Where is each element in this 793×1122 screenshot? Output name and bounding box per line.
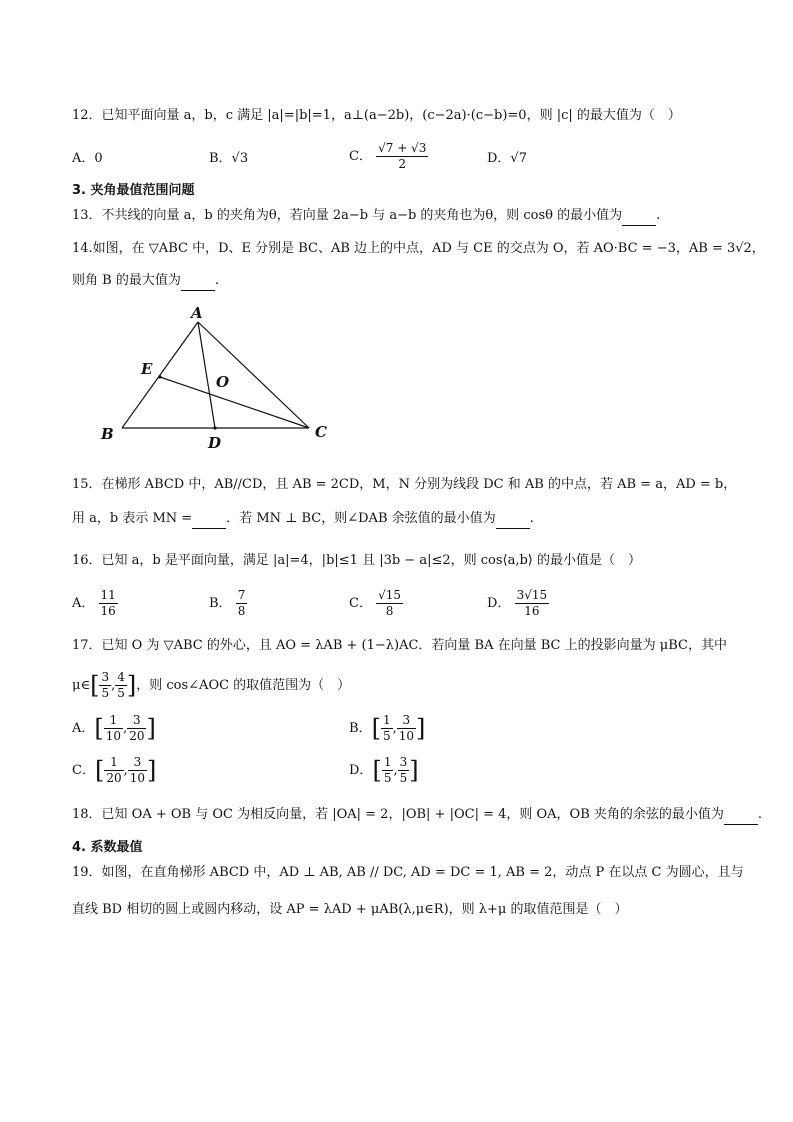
q15-blank-2	[496, 510, 530, 529]
label-b: B	[101, 425, 114, 443]
q17-line1: 17．已知 O 为 ▽ABC 的外心，且 AO = λAB + (1−λ)AC．若向量 BA 在向量 BC 上的投影向量为 μBC，其中	[72, 638, 727, 653]
q17-option-a: A．[ $\frac{1}{10}$ , $\frac{3}{20}$ ]	[72, 713, 156, 743]
q12-option-a: A．0	[72, 151, 103, 166]
side-ac	[198, 322, 309, 428]
q16-option-a: A． $\frac{11}{16}$	[72, 588, 116, 618]
label-e: E	[141, 360, 153, 378]
median-ad	[198, 322, 215, 428]
q12-option-c: C． $\frac{√7 + √3}{2}$	[349, 141, 427, 171]
label-c: C	[315, 423, 327, 441]
section-3-heading: 3. 夹角最值范围问题	[72, 183, 195, 198]
triangle-figure	[95, 302, 340, 452]
q12-option-d: D．√7	[487, 151, 527, 166]
q14-line1: 14.如图，在 ▽ABC 中，D、E 分别是 BC、AB 边上的中点，AD 与 CE 的交点为 O，若 AO·BC = −3，AB = 3√2，	[72, 241, 765, 256]
q13-text: 13．不共线的向量 a，b 的夹角为θ，若向量 2a−b 与 a−b 的夹角也为θ，则 cosθ 的最小值为 .	[72, 207, 660, 226]
median-ce	[160, 377, 309, 428]
q16-text: 16．已知 a，b 是平面向量，满足 |a|=4，|b|≤1 且 |3b − a|≤2，则 cos⟨a,b⟩ 的最小值是（ ）	[72, 553, 642, 568]
q17-option-d: D．[ $\frac{1}{5}$ , $\frac{3}{5}$ ]	[349, 755, 419, 785]
q13-blank	[622, 207, 656, 226]
label-o: O	[216, 373, 230, 391]
q15-blank-1	[192, 510, 226, 529]
q15-line1: 15．在梯形 ABCD 中，AB//CD，且 AB = 2CD，M，N 分别为线段 DC 和 AB 的中点，若 AB = a，AD = b，	[72, 477, 737, 492]
q17-option-c: C．[ $\frac{1}{20}$ , $\frac{3}{10}$ ]	[72, 755, 157, 785]
q14-line2: 则角 B 的最大值为 .	[72, 272, 219, 291]
q12-option-b: B．√3	[209, 151, 249, 166]
q16-option-b: B． $\frac{7}{8}$	[209, 588, 246, 618]
side-ab	[122, 322, 198, 428]
q17-option-b: B．[ $\frac{1}{5}$ , $\frac{3}{10}$ ]	[349, 713, 426, 743]
point-d	[213, 426, 216, 429]
q18-blank	[724, 806, 758, 825]
q19-line1: 19．如图，在直角梯形 ABCD 中，AD ⊥ AB, AB // DC, AD = DC = 1, AB = 2，动点 P 在以点 C 为圆心，且与	[72, 865, 744, 880]
q17-line2: μ∈[ $\frac{3}{5}$ , $\frac{4}{5}$ ]，则 cos∠AOC 的取值范围为（ ）	[72, 670, 351, 700]
q12-option-c-fraction: $\frac{√7 + √3}{2}$	[378, 141, 427, 171]
point-e	[158, 375, 161, 378]
q12-text: 12．已知平面向量 a，b，c 满足 |a|=|b|=1，a⊥(a−2b)，(c−2a)·(c−b)=0，则 |c| 的最大值为（ ）	[72, 108, 681, 123]
label-a: A	[191, 304, 203, 322]
q19-line2: 直线 BD 相切的圆上或圆内移动，设 AP = λAD + μAB(λ,μ∈R)，则 λ+μ 的取值范围是（ ）	[72, 902, 628, 917]
q16-option-c: C． $\frac{√15}{8}$	[349, 588, 402, 618]
q14-blank	[181, 272, 215, 291]
q18-text: 18．已知 OA + OB 与 OC 为相反向量，若 |OA| = 2，|OB| + |OC| = 4，则 OA，OB 夹角的余弦的最小值为 .	[72, 806, 762, 825]
q15-line2: 用 a，b 表示 MN = ．若 MN ⊥ BC，则∠DAB 余弦值的最小值为 .	[72, 510, 534, 529]
label-d: D	[208, 434, 222, 452]
q16-option-d: D． $\frac{3√15}{16}$	[487, 588, 548, 618]
section-4-heading: 4. 系数最值	[72, 840, 143, 855]
